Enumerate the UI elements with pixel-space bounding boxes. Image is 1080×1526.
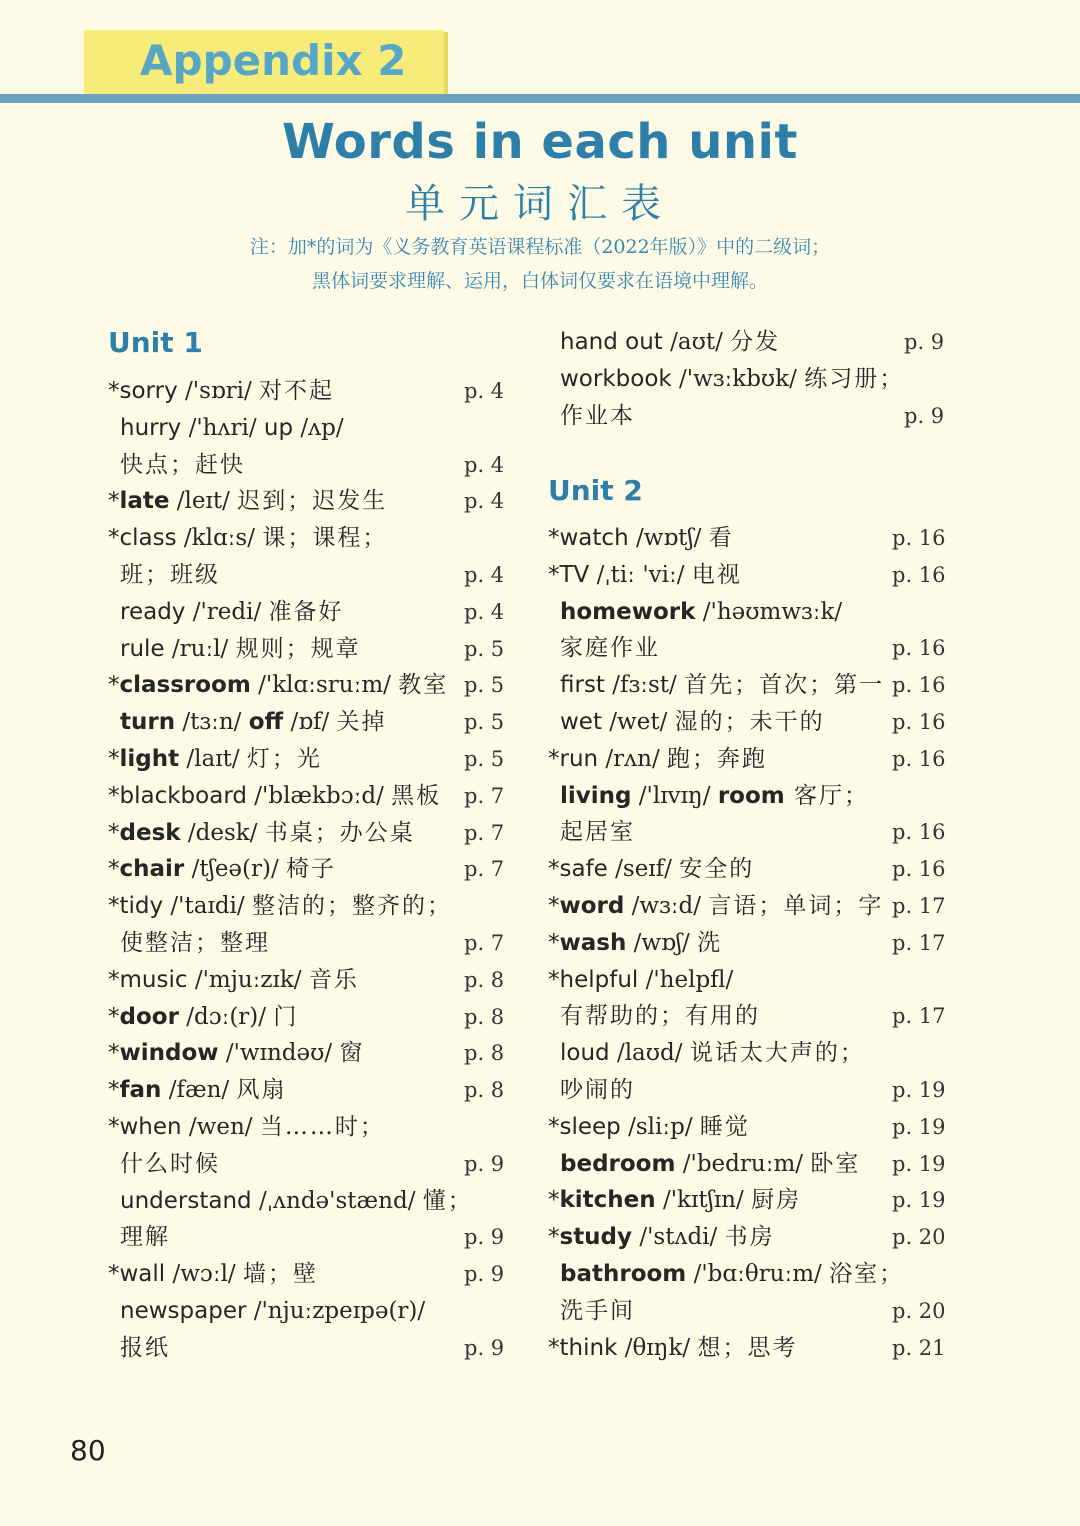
headword: blackboard	[119, 782, 247, 809]
chinese-meaning: 分发	[730, 329, 781, 355]
page-subtitle: 单元词汇表	[405, 181, 675, 227]
chinese-meaning: 窗	[339, 1040, 365, 1067]
appendix-label: Appendix 2	[140, 36, 407, 85]
headword: wall	[119, 1261, 166, 1288]
phonetic: /'sɒri/	[177, 378, 260, 404]
headword-bold: fan	[119, 1077, 162, 1104]
word-entry	[120, 594, 344, 631]
page-reference: p. 5	[464, 636, 505, 661]
headword-bold: door	[119, 1003, 179, 1030]
chinese-meaning: 理解	[120, 1224, 170, 1251]
headword: class	[119, 525, 177, 552]
word-entry	[120, 1330, 170, 1367]
page-reference: p. 16	[892, 857, 946, 882]
chinese-meaning: 看	[708, 525, 734, 551]
page-reference: p. 19	[892, 1151, 946, 1176]
headword: safe	[559, 856, 608, 883]
star-mark: *	[548, 525, 560, 551]
star-mark: *	[548, 929, 560, 956]
phonetic: /'bedruːm/	[675, 1150, 811, 1177]
phonetic: /ˌʌndə'stænd/	[251, 1187, 423, 1214]
phonetic: /klɑːs/	[176, 525, 263, 552]
phonetic: /'blækbɔːd/	[246, 782, 392, 809]
page-reference: p. 5	[464, 747, 505, 771]
headword: hurry	[120, 414, 182, 441]
phonetic: /wɒtʃ/	[628, 525, 709, 551]
chinese-meaning: 家庭作业	[560, 635, 660, 662]
phonetic: /wɔːl/	[165, 1261, 243, 1288]
word-entry	[120, 410, 344, 447]
page-number: 80	[70, 1434, 106, 1467]
word-entry	[108, 373, 334, 410]
word-entry	[120, 557, 220, 594]
headword: hand out	[560, 329, 663, 355]
header-rule	[0, 94, 1080, 103]
page-reference: p. 17	[892, 1004, 946, 1029]
headword-bold: late	[119, 488, 170, 515]
word-entry	[120, 704, 387, 741]
headword-bold: study	[559, 1224, 633, 1251]
page-reference: p. 16	[892, 710, 946, 734]
chinese-meaning: 书房	[724, 1224, 775, 1251]
page-reference: p. 17	[892, 930, 946, 955]
star-mark: *	[108, 488, 120, 515]
word-entry	[108, 483, 387, 520]
phonetic: /wet/	[601, 709, 675, 735]
chinese-meaning: 懂；	[422, 1187, 473, 1214]
word-entry	[108, 778, 441, 815]
page-reference: p. 16	[892, 526, 946, 550]
phonetic: /laɪt/	[179, 746, 247, 772]
headword: rule	[120, 635, 165, 662]
chinese-meaning: 洗	[697, 929, 723, 956]
headword: newspaper	[120, 1298, 247, 1324]
headword: up	[263, 414, 294, 441]
page-reference: p. 16	[892, 562, 946, 587]
word-entry	[548, 1330, 797, 1367]
word-entry	[560, 1256, 904, 1293]
word-entry	[108, 1035, 364, 1072]
star-mark: *	[548, 893, 560, 919]
phonetic: /tʃeə(r)/	[184, 856, 287, 883]
page-reference: p. 16	[892, 746, 946, 771]
page-reference: p. 8	[464, 1041, 505, 1066]
word-entry	[108, 520, 387, 557]
chinese-meaning: 客厅；	[784, 782, 870, 809]
page-reference: p. 9	[904, 330, 945, 354]
chinese-meaning: 教室	[398, 672, 449, 699]
chinese-meaning: 椅子	[286, 856, 337, 883]
phonetic: /wen/	[181, 1114, 260, 1140]
chinese-meaning: 睡觉	[699, 1113, 750, 1140]
star-mark: *	[108, 672, 120, 699]
page-reference: p. 8	[464, 967, 505, 992]
page-reference: p. 16	[892, 636, 946, 661]
headword-bold: bedroom	[560, 1150, 676, 1177]
star-mark: *	[548, 856, 560, 883]
word-entry	[108, 1256, 318, 1293]
page-reference: p. 4	[464, 379, 505, 403]
word-entry	[560, 1146, 860, 1183]
phonetic: /fæn/	[161, 1077, 237, 1104]
word-entry	[548, 520, 734, 557]
word-entry	[548, 851, 754, 888]
word-entry	[560, 361, 904, 398]
chinese-meaning: 吵闹的	[560, 1077, 635, 1103]
star-mark: *	[548, 1224, 560, 1251]
chinese-meaning: 书桌；办公桌	[264, 819, 415, 846]
chinese-meaning: 练习册；	[804, 365, 905, 392]
word-entry	[560, 398, 635, 435]
chinese-meaning: 起居室	[560, 819, 635, 846]
page-reference: p. 19	[892, 1114, 946, 1139]
headword-bold: homework	[560, 598, 696, 625]
phonetic: /'hʌri/	[181, 414, 264, 441]
chinese-meaning: 想；思考	[697, 1334, 798, 1361]
word-entry	[108, 1072, 286, 1109]
headword: wet	[560, 709, 602, 735]
word-entry	[548, 1219, 775, 1256]
word-entry	[120, 1219, 170, 1256]
page-reference: p. 7	[464, 820, 505, 845]
page-reference: p. 5	[464, 710, 505, 735]
word-entry	[560, 667, 884, 704]
chinese-meaning: 对不起	[259, 378, 335, 404]
headword: watch	[559, 525, 629, 551]
phonetic: /leɪt/	[169, 488, 238, 515]
phonetic: /'wɜːkbʊk/	[671, 365, 805, 392]
chinese-meaning: 报纸	[120, 1334, 170, 1361]
word-entry	[108, 667, 448, 704]
phonetic: /'wɪndəʊ/	[218, 1040, 340, 1067]
headword: think	[559, 1334, 618, 1361]
word-entry	[560, 630, 660, 667]
phonetic: /ruːl/	[164, 635, 236, 662]
headword: TV	[559, 561, 590, 588]
headword-bold: light	[119, 746, 180, 772]
headword: when	[119, 1114, 182, 1140]
phonetic: /wɜːd/	[624, 893, 709, 919]
star-mark: *	[108, 782, 120, 809]
chinese-meaning: 跑；奔跑	[667, 745, 768, 772]
phonetic: /wɒʃ/	[626, 929, 698, 956]
chinese-meaning: 课；课程；	[262, 525, 388, 552]
phonetic: /'bɑːθruːm/	[686, 1261, 830, 1287]
page-reference: p. 9	[464, 1151, 505, 1176]
phonetic: /'njuːzpeɪpə(r)/	[246, 1298, 426, 1324]
page-reference: p. 9	[904, 403, 945, 428]
word-entry	[548, 1182, 801, 1219]
chinese-meaning: 卧室	[810, 1150, 861, 1177]
word-entry	[560, 1293, 635, 1330]
headword-bold: classroom	[119, 672, 251, 699]
unit-2-heading: Unit 2	[548, 474, 643, 507]
page-reference: p. 4	[464, 489, 505, 514]
word-entry	[548, 557, 742, 594]
chinese-meaning: 风扇	[236, 1077, 287, 1104]
phonetic: /aʊt/	[662, 329, 731, 355]
word-entry	[548, 1109, 750, 1146]
page-reference: p. 4	[464, 599, 505, 624]
chinese-meaning: 灯；光	[246, 746, 322, 772]
word-entry	[548, 888, 883, 925]
star-mark: *	[548, 561, 560, 588]
phonetic: /'kɪtʃɪn/	[655, 1187, 752, 1214]
page-reference: p. 9	[464, 1225, 505, 1250]
page-reference: p. 8	[464, 1078, 505, 1103]
page-reference: p. 4	[464, 563, 505, 587]
chinese-meaning: 音乐	[308, 966, 359, 993]
chinese-meaning: 当……时；	[259, 1114, 385, 1140]
chinese-meaning: 班；班级	[120, 562, 220, 588]
word-entry	[108, 741, 322, 778]
word-entry	[560, 1035, 865, 1072]
phonetic: /tɜːn/	[175, 709, 249, 736]
note-line-2: 黑体词要求理解、运用，白体词仅要求在语境中理解。	[311, 270, 768, 292]
page-reference: p. 4	[464, 452, 505, 477]
phonetic: /seɪf/	[607, 856, 680, 883]
phonetic: /ʌp/	[293, 414, 344, 441]
headword-bold: wash	[559, 929, 627, 956]
page-reference: p. 16	[892, 820, 946, 845]
headword: understand	[120, 1187, 252, 1214]
headword-bold: room	[717, 782, 785, 809]
phonetic: /'stʌdi/	[632, 1224, 725, 1251]
headword-bold: off	[248, 709, 284, 736]
phonetic: /ɒf/	[283, 709, 337, 736]
word-entry	[560, 778, 869, 815]
word-entry	[560, 814, 635, 851]
headword: ready	[120, 598, 186, 625]
phonetic: /dɔː(r)/	[178, 1003, 274, 1030]
star-mark: *	[108, 856, 120, 883]
word-entry	[560, 1072, 635, 1109]
headword-bold: bathroom	[560, 1261, 687, 1287]
chinese-meaning: 厨房	[751, 1187, 802, 1214]
appendix-tab	[84, 30, 444, 94]
headword-bold: kitchen	[559, 1187, 656, 1214]
chinese-meaning: 快点；赶快	[120, 451, 245, 478]
star-mark: *	[108, 378, 120, 404]
chinese-meaning: 言语；单词；字	[708, 893, 884, 919]
headword: loud	[560, 1040, 610, 1067]
chinese-meaning: 准备好	[268, 598, 344, 625]
word-entry	[108, 815, 415, 852]
phonetic: /'lɪvɪŋ/	[631, 782, 718, 809]
star-mark: *	[108, 1003, 120, 1030]
phonetic: /sliːp/	[620, 1113, 700, 1140]
phonetic: /'klɑːsruːm/	[250, 672, 399, 699]
star-mark: *	[108, 966, 120, 993]
word-entry	[560, 998, 760, 1035]
chinese-meaning: 浴室；	[829, 1261, 905, 1287]
chinese-meaning: 湿的；未干的	[674, 709, 825, 735]
phonetic: /'helpfl/	[638, 966, 734, 993]
headword: run	[559, 745, 599, 772]
word-entry	[108, 851, 336, 888]
star-mark: *	[108, 746, 120, 772]
headword: workbook	[560, 365, 672, 392]
chinese-meaning: 电视	[691, 561, 742, 588]
headword: first	[560, 672, 605, 699]
chinese-meaning: 整洁的；整齐的；	[251, 893, 452, 920]
star-mark: *	[548, 745, 560, 772]
chinese-meaning: 洗手间	[560, 1297, 635, 1324]
star-mark: *	[108, 1077, 120, 1104]
chinese-meaning: 使整洁；整理	[120, 930, 270, 956]
headword: helpful	[559, 966, 639, 993]
phonetic: /θɪŋk/	[617, 1334, 698, 1361]
headword-bold: chair	[119, 856, 185, 883]
headword-bold: window	[119, 1040, 219, 1067]
page-reference: p. 16	[892, 673, 946, 698]
chinese-meaning: 安全的	[679, 856, 755, 883]
word-entry	[560, 324, 780, 361]
phonetic: /rʌn/	[598, 745, 668, 772]
star-mark: *	[548, 1334, 560, 1361]
phonetic: /laʊd/	[609, 1040, 690, 1067]
page-reference: p. 20	[892, 1298, 946, 1323]
chinese-meaning: 有帮助的；有用的	[560, 1003, 760, 1030]
word-entry	[108, 962, 359, 999]
page-reference: p. 20	[892, 1225, 946, 1250]
word-entry	[120, 1293, 425, 1330]
star-mark: *	[548, 1187, 560, 1214]
page-reference: p. 19	[892, 1078, 946, 1102]
word-entry	[548, 962, 733, 999]
star-mark: *	[108, 1114, 120, 1140]
star-mark: *	[108, 893, 120, 920]
chinese-meaning: 作业本	[560, 402, 635, 429]
page-reference: p. 7	[464, 931, 505, 955]
page-reference: p. 21	[892, 1335, 946, 1360]
unit-1-heading: Unit 1	[108, 326, 203, 359]
headword-bold: turn	[120, 709, 176, 736]
chinese-meaning: 什么时候	[120, 1150, 220, 1177]
page-reference: p. 9	[464, 1262, 505, 1287]
page-reference: p. 17	[892, 894, 946, 918]
page-reference: p. 19	[892, 1188, 946, 1213]
word-entry	[120, 1146, 220, 1183]
phonetic: /'redi/	[185, 598, 269, 625]
phonetic: /'mjuːzɪk/	[187, 966, 309, 993]
note-line-1: 注：加*的词为《义务教育英语课程标准（2022年版）》中的二级词；	[249, 236, 831, 258]
headword-bold: desk	[119, 819, 181, 846]
chinese-meaning: 黑板	[391, 782, 442, 809]
headword: sorry	[119, 378, 178, 404]
page-reference: p. 5	[464, 673, 505, 698]
phonetic: /desk/	[180, 819, 265, 846]
star-mark: *	[108, 1261, 120, 1288]
word-entry	[120, 925, 270, 962]
headword: sleep	[559, 1113, 621, 1140]
page-reference: p. 7	[464, 783, 505, 808]
chinese-meaning: 规则；规章	[235, 635, 361, 662]
word-entry	[108, 888, 452, 925]
page-reference: p. 8	[464, 1004, 505, 1029]
word-entry	[560, 704, 825, 741]
word-entry	[120, 1183, 473, 1220]
headword-bold: living	[560, 782, 632, 809]
word-entry	[548, 925, 722, 962]
phonetic: /fɜːst/	[604, 672, 685, 699]
page-title: Words in each unit	[282, 114, 798, 170]
headword: music	[119, 966, 188, 993]
star-mark: *	[108, 819, 120, 846]
star-mark: *	[108, 525, 120, 552]
headword-bold: word	[559, 893, 625, 919]
word-entry	[108, 999, 298, 1036]
word-entry	[548, 741, 767, 778]
word-entry	[120, 447, 245, 484]
word-entry	[108, 1109, 385, 1146]
chinese-meaning: 迟到；迟发生	[237, 488, 388, 515]
phonetic: /'taɪdi/	[163, 893, 252, 920]
chinese-meaning: 关掉	[336, 709, 387, 736]
page-reference: p. 9	[464, 1335, 505, 1360]
chinese-meaning: 墙；壁	[242, 1261, 318, 1288]
star-mark: *	[108, 1040, 120, 1067]
phonetic: /'həʊmwɜːk/	[695, 598, 843, 625]
chinese-meaning: 门	[273, 1003, 299, 1030]
headword: tidy	[119, 893, 164, 920]
word-entry	[120, 631, 361, 668]
phonetic: /ˌtiː 'viː/	[589, 561, 692, 588]
chinese-meaning: 首先；首次；第一	[684, 672, 885, 699]
star-mark: *	[548, 1113, 560, 1140]
star-mark: *	[548, 966, 560, 993]
word-entry	[560, 594, 842, 631]
chinese-meaning: 说话太大声的；	[689, 1040, 865, 1067]
page-reference: p. 7	[464, 857, 505, 882]
